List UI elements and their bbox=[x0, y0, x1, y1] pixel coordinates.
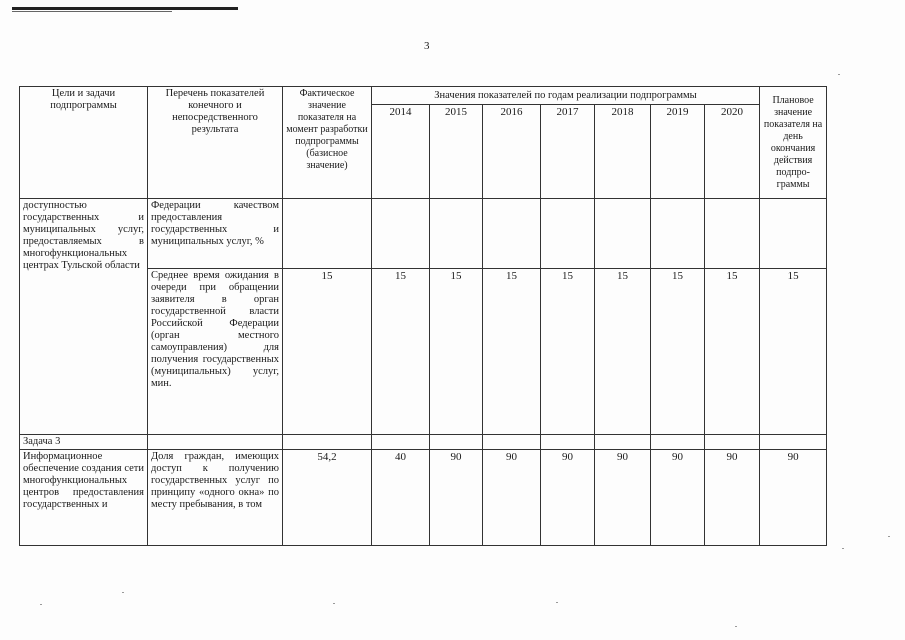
task-3-label: Задача 3 bbox=[20, 435, 148, 450]
indicator-one-window-access: Доля граждан, имеющих доступ к получению государственных услуг по принципу «одного окна» по месту пребывания, в том bbox=[148, 450, 283, 546]
indicator-satisfaction: Федерации качеством предоставления государственных и муниципальных услуг, % bbox=[148, 199, 283, 269]
value-2019: 90 bbox=[651, 450, 705, 546]
value-2017: 15 bbox=[541, 269, 595, 435]
value-2020: 15 bbox=[705, 269, 760, 435]
value-2016: 15 bbox=[483, 269, 541, 435]
page-number: 3 bbox=[424, 40, 430, 52]
value-2018: 15 bbox=[595, 269, 651, 435]
value-2014: 15 bbox=[372, 269, 430, 435]
goal-3: Информационное обеспечение создания сети многофункциональных центров предоставления государственных и bbox=[20, 450, 148, 546]
scan-speck bbox=[333, 603, 335, 604]
value-2015: 15 bbox=[430, 269, 483, 435]
goal-continuation: доступностью государственных и муниципальных услуг, предоставляемых в многофункциональных центрах Тульской области bbox=[20, 199, 148, 435]
actual-value: 15 bbox=[283, 269, 372, 435]
year-2014: 2014 bbox=[372, 105, 430, 199]
year-2019: 2019 bbox=[651, 105, 705, 199]
year-2015: 2015 bbox=[430, 105, 483, 199]
planned-value: 90 bbox=[760, 450, 827, 546]
actual-value: 54,2 bbox=[283, 450, 372, 546]
value-2016: 90 bbox=[483, 450, 541, 546]
header-actual-value: Фактическое значение показателя на момент разработки подпрограммы (базисное значение) bbox=[283, 87, 372, 199]
indicators-table bbox=[19, 86, 827, 546]
scan-speck bbox=[842, 548, 844, 549]
scan-speck bbox=[40, 604, 42, 605]
table-row bbox=[20, 450, 827, 546]
header-row-1 bbox=[20, 87, 827, 105]
scan-speck bbox=[122, 592, 124, 593]
value-2018: 90 bbox=[595, 450, 651, 546]
value-2017: 90 bbox=[541, 450, 595, 546]
scan-speck bbox=[735, 626, 737, 627]
scan-speck bbox=[888, 536, 890, 537]
header-goals: Цели и задачи подпрограммы bbox=[20, 87, 148, 199]
value-2015: 90 bbox=[430, 450, 483, 546]
table-row bbox=[20, 199, 827, 269]
year-2016: 2016 bbox=[483, 105, 541, 199]
task-row bbox=[20, 435, 827, 450]
scan-speck bbox=[838, 74, 840, 75]
year-2017: 2017 bbox=[541, 105, 595, 199]
header-indicators: Перечень показателей конечного и непосредственного результата bbox=[148, 87, 283, 199]
value-2019: 15 bbox=[651, 269, 705, 435]
header-years-group: Значения показателей по годам реализации подпрограммы bbox=[372, 87, 760, 105]
indicator-waiting-time: Среднее время ожидания в очереди при обращении заявителя в орган государственной власти Российской Федерации (орган местного самоуправления) для получения государственных (муниципальных) услуг, мин. bbox=[148, 269, 283, 435]
scan-edge-mark-thin bbox=[12, 11, 172, 12]
scan-edge-mark bbox=[12, 7, 238, 10]
value-2014: 40 bbox=[372, 450, 430, 546]
scan-speck bbox=[556, 602, 558, 603]
value-2020: 90 bbox=[705, 450, 760, 546]
year-2018: 2018 bbox=[595, 105, 651, 199]
year-2020: 2020 bbox=[705, 105, 760, 199]
header-planned-value: Плановое значение показателя на день окончания действия подпро-граммы bbox=[760, 87, 827, 199]
planned-value: 15 bbox=[760, 269, 827, 435]
